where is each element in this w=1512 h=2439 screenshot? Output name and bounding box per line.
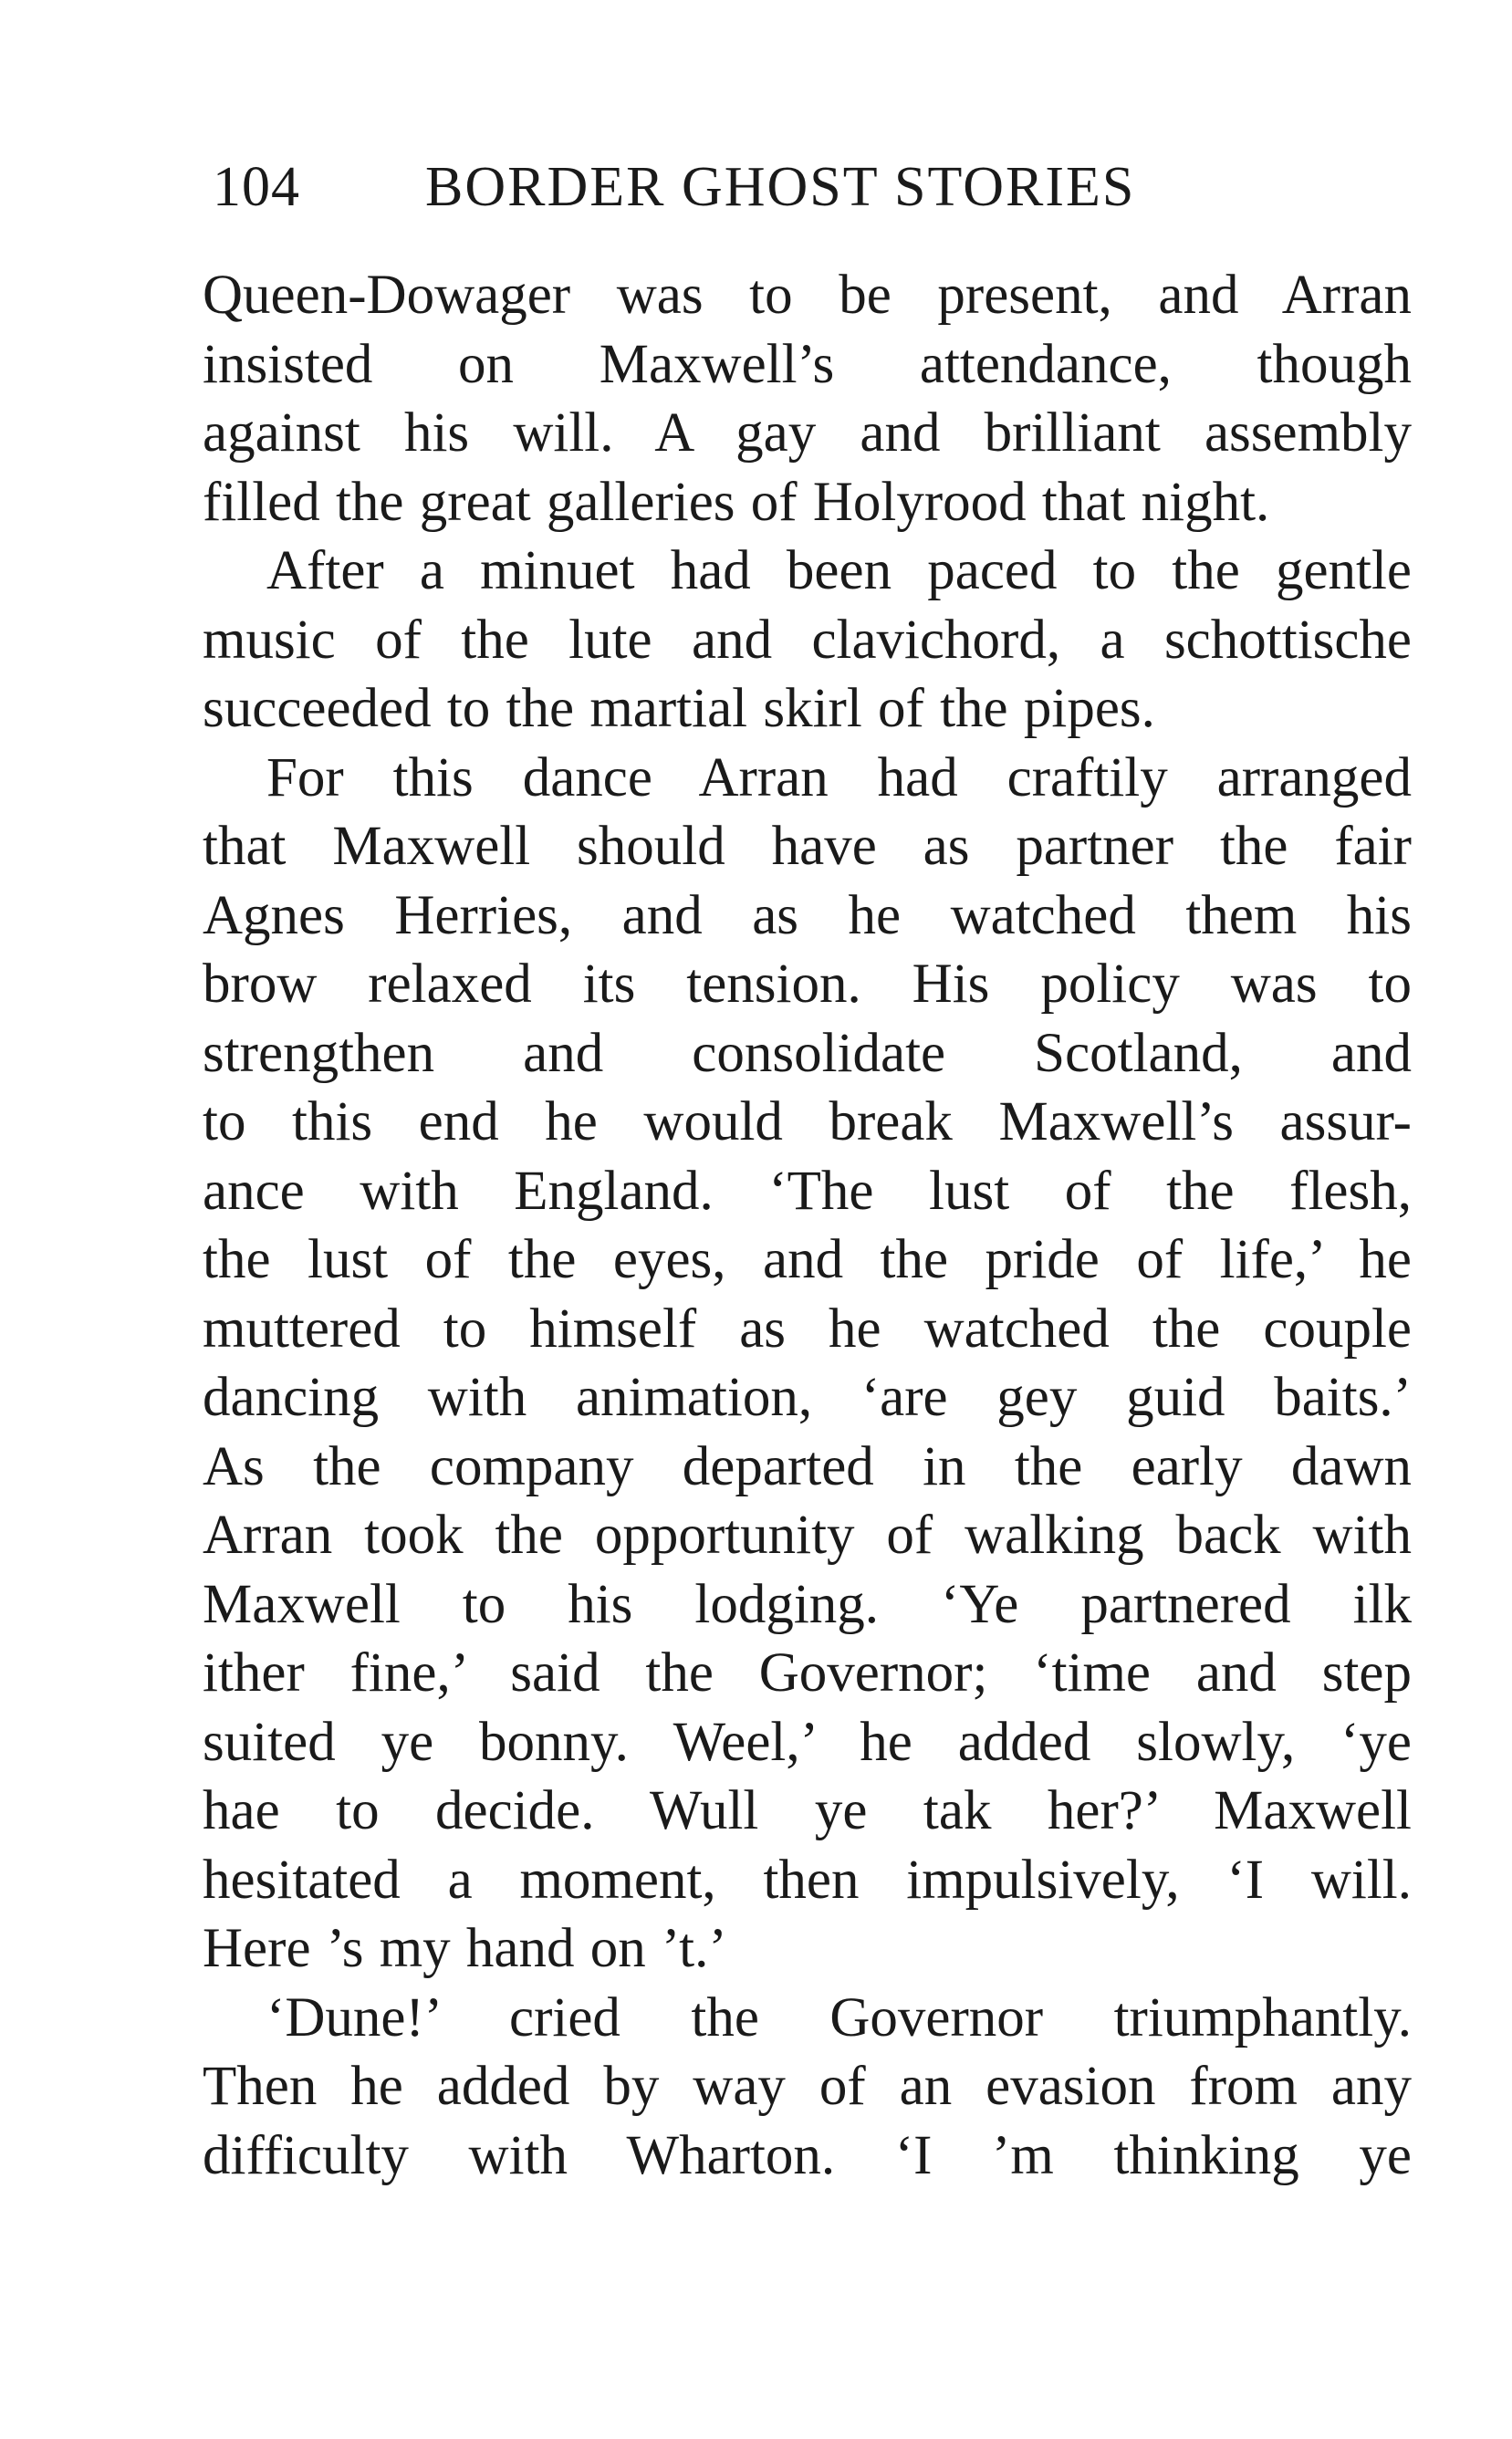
text-line: strengthen and consolidate Scotland, and: [203, 1022, 1412, 1084]
text-line: For this dance Arran had craftily arranged: [266, 746, 1412, 808]
text-line: Queen-Dowager was to be present, and Arran: [203, 265, 1412, 326]
text-line: Maxwell to his lodging. ‘Ye partnered ilk: [203, 1573, 1412, 1635]
text-line: ance with England. ‘The lust of the flesh,: [203, 1160, 1412, 1222]
text-line: ‘Dune!’ cried the Governor triumphantly.: [266, 1986, 1412, 2048]
page-header: [213, 155, 1216, 237]
text-line: Arran took the opportunity of walking back with: [203, 1505, 1412, 1566]
text-line: succeeded to the martial skirl of the pipes.: [203, 678, 1155, 739]
text-line: Here ’s my hand on ’t.’: [203, 1918, 727, 1979]
text-line: muttered to himself as he watched the couple: [203, 1298, 1412, 1360]
page-number: 104: [213, 156, 300, 218]
text-line: against his will. A gay and brilliant assembly: [203, 402, 1412, 464]
text-line: ither fine,’ said the Governor; ‘time and step: [203, 1642, 1412, 1704]
text-line: difficulty with Wharton. ‘I ’m thinking ye: [203, 2124, 1412, 2186]
text-line: Then he added by way of an evasion from any: [203, 2056, 1412, 2117]
text-line: the lust of the eyes, and the pride of life,’ he: [203, 1229, 1412, 1290]
text-line: insisted on Maxwell’s attendance, though: [203, 333, 1412, 395]
text-line: to this end he would break Maxwell’s assur-: [203, 1091, 1412, 1152]
text-line: Agnes Herries, and as he watched them his: [203, 884, 1412, 946]
running-title: BORDER GHOST STORIES: [425, 156, 1136, 218]
text-line: As the company departed in the early dawn: [203, 1435, 1412, 1497]
text-line: that Maxwell should have as partner the fair: [203, 816, 1412, 877]
body-text: [203, 261, 1412, 2190]
text-line: brow relaxed its tension. His policy was to: [203, 954, 1412, 1015]
text-line: music of the lute and clavichord, a schottische: [203, 609, 1412, 671]
text-line: After a minuet had been paced to the gentle: [266, 540, 1412, 601]
text-line: hae to decide. Wull ye tak her?’ Maxwell: [203, 1780, 1412, 1841]
text-line: filled the great galleries of Holyrood that night.: [203, 471, 1270, 533]
text-line: hesitated a moment, then impulsively, ‘I will.: [203, 1849, 1412, 1911]
text-line: suited ye bonny. Weel,’ he added slowly, ‘ye: [203, 1711, 1412, 1773]
text-line: dancing with animation, ‘are gey guid baits.’: [203, 1367, 1412, 1428]
